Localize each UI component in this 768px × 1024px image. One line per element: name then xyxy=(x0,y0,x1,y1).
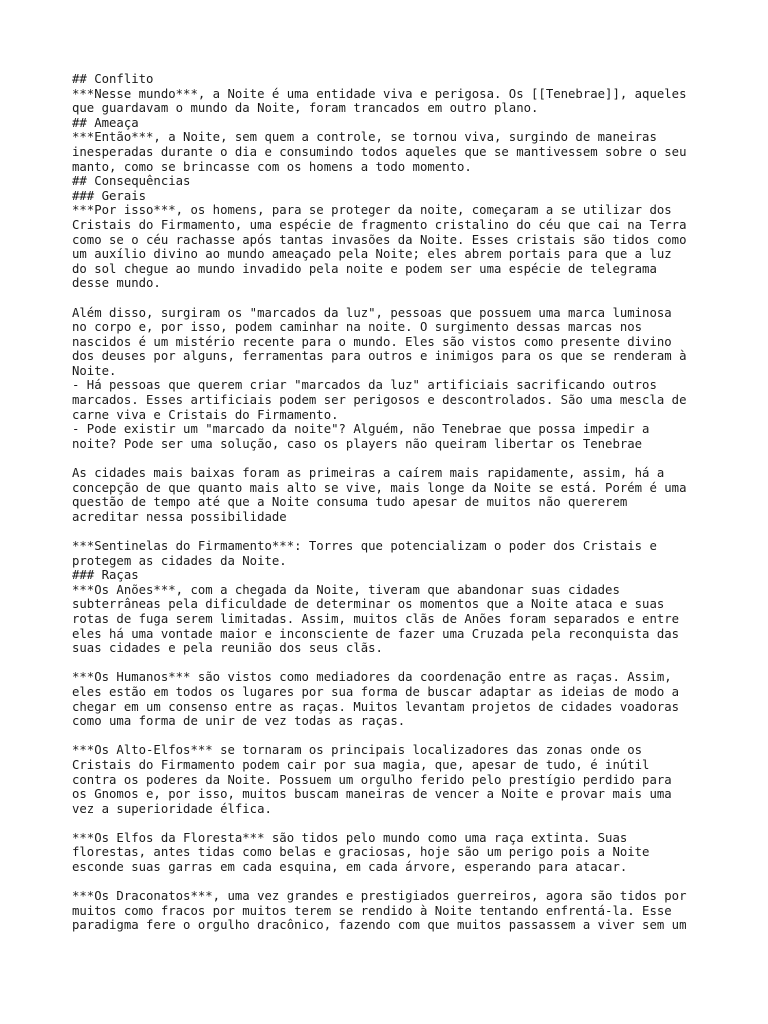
section-heading: ## Consequências xyxy=(72,174,191,189)
text-line: noite? Pode ser uma solução, caso os players não queiram libertar os Tenebrae xyxy=(72,436,643,451)
text-line: ***Os Alto-Elfos*** se tornaram os principais localizadores das zonas onde os xyxy=(72,743,643,758)
text-line: os Gnomos e, por isso, muitos buscam maneiras de vencer a Noite e provar mais uma xyxy=(72,787,672,802)
section-heading: ## Conflito xyxy=(72,72,154,86)
text-line: desse mundo. xyxy=(72,276,161,291)
text-line: Cristais do Firmamento podem cair por sua magia, que, apesar de tudo, é inútil xyxy=(72,757,650,772)
subsection-heading: ### Raças xyxy=(72,568,139,583)
text-line: dos deuses por alguns, ferramentas para outros e inimigos para os que se renderam à xyxy=(72,349,687,364)
bullet-line: - Pode existir um "marcado da noite"? Alguém, não Tenebrae que possa impedir a xyxy=(72,422,650,437)
text-line: suas cidades e pela reunião dos seus clãs. xyxy=(72,641,383,656)
text-line: ***Sentinelas do Firmamento***: Torres que potencializam o poder dos Cristais e xyxy=(72,539,657,553)
text-line: paradigma fere o orgulho dracônico, fazendo com que muitos passassem a viver sem um xyxy=(72,918,687,933)
text-line: Cristais do Firmamento, uma espécie de fragmento cristalino do céu que cai na Terra xyxy=(72,217,687,232)
text-line: acreditar nessa possibilidade xyxy=(72,509,287,524)
text-line: chegar em um consenso entre as raças. Muitos levantam projetos de cidades voadoras xyxy=(72,699,680,714)
text-line: do sol chegue ao mundo invadido pela noite e podem ser uma espécie de telegrama xyxy=(72,261,657,276)
text-line: como uma forma de unir de vez todas as raças. xyxy=(72,714,406,729)
text-line: inesperadas durante o dia e consumindo todos aqueles que se mantivessem sobre o seu xyxy=(72,144,687,159)
text-paragraph xyxy=(72,670,712,728)
text-line: eles há uma vontade maior e inconsciente de fazer uma Cruzada pela reconquista das xyxy=(72,626,680,641)
text-line: rotas de fuga serem limitadas. Assim, muitos clãs de Anões foram separados e entre xyxy=(72,611,680,626)
text-line: Além disso, surgiram os "marcados da luz", pessoas que possuem uma marca luminosa xyxy=(72,305,672,320)
text-line: florestas, antes tidas como belas e graciosas, hoje são um perigo pois a Noite xyxy=(72,845,650,860)
text-line: ***Os Anões***, com a chegada da Noite, tiveram que abandonar suas cidades xyxy=(72,582,620,597)
text-line: manto, como se brincasse com os homens a todo momento. xyxy=(72,159,472,174)
text-line: questão de tempo até que a Noite consuma tudo apesar de muitos não quererem xyxy=(72,495,628,510)
text-line: concepção de que quanto mais alto se vive, mais longe da Noite se está. Porém é uma xyxy=(72,480,687,495)
text-paragraph xyxy=(72,306,712,452)
text-line: As cidades mais baixas foram as primeiras a caírem mais rapidamente, assim, há a xyxy=(72,466,665,481)
text-line: ***Os Elfos da Floresta*** são tidos pelo mundo como uma raça extinta. Suas xyxy=(72,830,628,845)
text-paragraph xyxy=(72,831,712,875)
text-line: subterrâneas pela dificuldade de determinar os momentos que a Noite ataca e suas xyxy=(72,597,665,612)
text-line: esconde suas garras em cada esquina, em cada árvore, esperando para atacar. xyxy=(72,860,628,875)
section-heading: ## Ameaça xyxy=(72,115,139,130)
text-paragraph xyxy=(72,539,712,656)
text-line: Noite. xyxy=(72,363,117,378)
text-line: ***Nesse mundo***, a Noite é uma entidade viva e perigosa. Os [[Tenebrae]], aqueles xyxy=(72,86,687,101)
text-paragraph xyxy=(72,72,712,291)
text-line: como se o céu rachasse após tantas invasões da Noite. Esses cristais são tidos como xyxy=(72,232,687,247)
text-line: nascidos é um mistério recente para o mundo. Eles são vistos como presente divino xyxy=(72,334,672,349)
text-line: ***Então***, a Noite, sem quem a controle, se tornou viva, surgindo de maneiras xyxy=(72,130,657,145)
text-line: um auxílio divino ao mundo ameaçado pela Noite; eles abrem portais para que a luz xyxy=(72,247,672,262)
text-paragraph xyxy=(72,889,712,933)
text-line: ***Os Draconatos***, uma vez grandes e prestigiados guerreiros, agora são tidos por xyxy=(72,889,687,904)
document-page xyxy=(72,72,712,933)
text-paragraph xyxy=(72,466,712,524)
text-line: ***Por isso***, os homens, para se proteger da noite, começaram a se utilizar dos xyxy=(72,203,672,218)
bullet-line: - Há pessoas que querem criar "marcados da luz" artificiais sacrificando outros xyxy=(72,378,657,393)
text-line: ***Os Humanos*** são vistos como mediadores da coordenação entre as raças. Assim, xyxy=(72,670,672,685)
text-line: no corpo e, por isso, podem caminhar na noite. O surgimento dessas marcas nos xyxy=(72,320,643,335)
text-paragraph xyxy=(72,743,712,816)
text-line: muitos como fracos por muitos terem se rendido à Noite tentando enfrentá-la. Esse xyxy=(72,903,672,918)
text-line: protegem as cidades da Noite. xyxy=(72,553,287,568)
subsection-heading: ### Gerais xyxy=(72,188,147,203)
text-line: contra os poderes da Noite. Possuem um orgulho ferido pelo prestígio perdido para xyxy=(72,772,672,787)
text-line: marcados. Esses artificiais podem ser perigosos e descontrolados. São uma mescla de xyxy=(72,393,687,408)
text-line: vez a superioridade élfica. xyxy=(72,801,272,816)
text-line: carne viva e Cristais do Firmamento. xyxy=(72,407,339,422)
text-line: eles estão em todos os lugares por sua forma de buscar adaptar as ideias de modo a xyxy=(72,684,680,699)
text-line: que guardavam o mundo da Noite, foram trancados em outro plano. xyxy=(72,101,539,116)
